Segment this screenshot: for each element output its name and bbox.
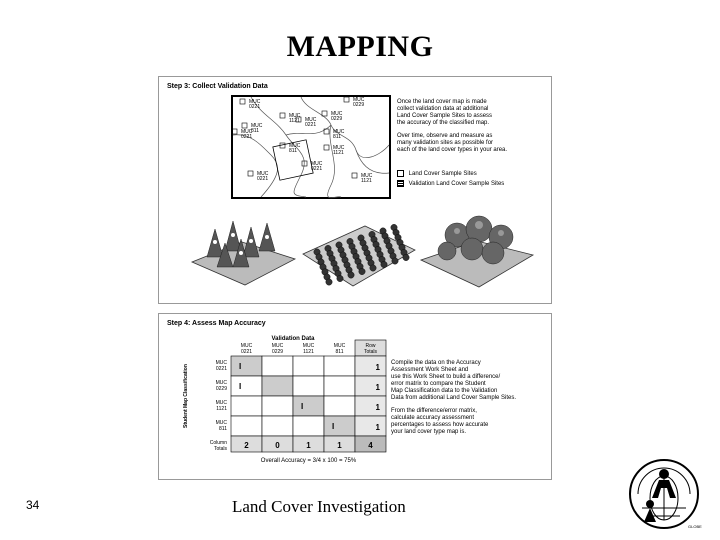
- footer-title: Land Cover Investigation: [232, 497, 406, 516]
- row-total-cell: [355, 356, 386, 376]
- map-label: MUC: [251, 123, 263, 129]
- map-label: MUC: [289, 113, 301, 119]
- map-label-code: 1121: [361, 178, 372, 184]
- row-total-cell: [355, 376, 386, 396]
- step4-paragraph-1-line: Assessment Work Sheet and: [391, 367, 469, 373]
- diagonal-cell: [293, 396, 324, 416]
- step4-paragraph-2-line: calculate accuracy assessment: [391, 415, 475, 421]
- step3-paragraph-1-line: the accuracy of the classified map.: [397, 120, 490, 126]
- step4-paragraph-2-line: percentages to assess how accurate: [391, 422, 489, 428]
- overall-accuracy: Overall Accuracy = 3/4 x 100 = 75%: [260, 458, 357, 464]
- table-title: Validation Data: [271, 336, 315, 342]
- map-label-code: 1121: [289, 118, 300, 124]
- matrix-cell: [324, 356, 355, 376]
- step3-paragraph-1-line: Land Cover Sample Sites to assess: [397, 113, 493, 119]
- row-total-cell: [355, 416, 386, 436]
- step3-paragraph-1: [397, 99, 547, 127]
- map-label: MUC: [289, 143, 301, 149]
- matrix-cell: [324, 376, 355, 396]
- sample-site-icon: [397, 170, 404, 177]
- column-total: 1: [337, 441, 342, 450]
- matrix-cell: [293, 416, 324, 436]
- col-header: MUC: [240, 343, 253, 349]
- orchard-tree: [392, 258, 398, 264]
- error-matrix: [179, 328, 387, 476]
- col-header-code: 0221: [240, 349, 253, 355]
- step4-heading: Step 4: Assess Map Accuracy: [167, 320, 266, 327]
- orchard-tree: [348, 272, 354, 278]
- row-total: 1: [375, 363, 380, 372]
- forest-illustration: [187, 207, 297, 293]
- map-label-code: 1121: [333, 150, 344, 156]
- orchard-tree: [337, 275, 343, 281]
- row-total: 1: [375, 403, 380, 412]
- step3-panel: [158, 76, 552, 304]
- row-totals-header: Row: [365, 343, 376, 349]
- grand-total: 4: [368, 441, 373, 450]
- row-total-cell: [355, 396, 386, 416]
- matrix-cell: [262, 396, 293, 416]
- step4-paragraph-1-line: Map Classification data to the Validation: [391, 388, 498, 394]
- step4-paragraph-2-line: From the difference/error matrix,: [391, 408, 477, 414]
- step3-paragraph-2-line: Over time, observe and measure as: [397, 133, 493, 139]
- map-label: MUC: [257, 171, 269, 177]
- land-cover-map: [231, 95, 391, 199]
- map-label: MUC: [361, 173, 373, 179]
- legend-validation-sites: [397, 180, 504, 187]
- column-totals-header: Column: [209, 440, 227, 446]
- col-header: MUC: [271, 343, 284, 349]
- orchard-tree: [403, 254, 409, 260]
- cell-tally: I: [332, 422, 335, 431]
- diagonal-cell: [262, 376, 293, 396]
- map-label-code: 811: [289, 148, 297, 154]
- matrix-cell: [231, 416, 262, 436]
- row-totals-header-2: Totals: [363, 349, 378, 355]
- side-label: Student Map Classification: [183, 364, 189, 428]
- orchard-tree: [359, 268, 365, 274]
- cell-tally: I: [239, 362, 242, 371]
- map-label: MUC: [249, 99, 261, 105]
- map-label: MUC: [305, 117, 317, 123]
- matrix-cell: [262, 356, 293, 376]
- slide-title: MAPPING: [286, 30, 434, 63]
- map-label-code: 0221: [249, 104, 261, 110]
- row-total: 1: [375, 423, 380, 432]
- validation-site-icon: [397, 180, 404, 187]
- step3-paragraph-1-line: Once the land cover map is made: [397, 99, 487, 105]
- orchard-tree: [370, 265, 376, 271]
- row-total: 1: [375, 383, 380, 392]
- row-header: MUC: [215, 400, 227, 406]
- row-header: MUC: [215, 360, 227, 366]
- step4-paragraph-2: [391, 408, 547, 436]
- orchard-tree: [381, 261, 387, 267]
- map-label: MUC: [353, 97, 365, 103]
- map-label-code: 0229: [353, 102, 365, 108]
- legend-validation-sites-label: Validation Land Cover Sample Sites: [408, 181, 505, 188]
- column-totals-header-2: Totals: [213, 446, 227, 452]
- row-header: MUC: [215, 420, 227, 426]
- orchard-tree: [326, 279, 332, 285]
- step4-paragraph-1-line: Compile the data on the Accuracy: [391, 360, 481, 366]
- diagonal-cell: [324, 416, 355, 436]
- orchard-illustration: [299, 222, 417, 294]
- map-label-code: 0221: [257, 176, 269, 182]
- matrix-cell: [293, 356, 324, 376]
- col-header: MUC: [333, 343, 346, 349]
- step4-paragraph-1-line: use this Work Sheet to build a difference/: [391, 374, 501, 380]
- step4-paragraph-1-line: Data from additional Land Cover Sample Sites.: [391, 395, 517, 401]
- row-header-code: 0229: [215, 386, 227, 392]
- map-label: MUC: [311, 161, 323, 167]
- step3-paragraph-2-line: each of the land cover types in your area.: [397, 147, 508, 153]
- matrix-cell: [231, 376, 262, 396]
- column-total: 0: [275, 441, 280, 450]
- map-label: MUC: [333, 129, 345, 135]
- col-header-code: 0229: [271, 349, 284, 355]
- diagonal-cell: [231, 356, 262, 376]
- step3-paragraph-2: [397, 133, 547, 154]
- map-label-code: 0229: [331, 116, 343, 122]
- step3-heading: Step 3: Collect Validation Data: [167, 83, 268, 90]
- row-header-code: 1121: [216, 406, 227, 412]
- matrix-cell: [231, 396, 262, 416]
- col-header-code: 811: [335, 349, 344, 355]
- cell-tally: I: [239, 382, 242, 391]
- map-label: MUC: [333, 145, 345, 151]
- step4-paragraph-2-line: your land cover type map is.: [391, 429, 467, 435]
- page-number: 34: [26, 498, 40, 512]
- legend-sample-sites-label: Land Cover Sample Sites: [408, 171, 477, 178]
- row-header-code: 0221: [215, 366, 227, 372]
- map-label-code: 811: [333, 134, 341, 140]
- step4-paragraph-1: [391, 360, 547, 402]
- column-total: 1: [306, 441, 311, 450]
- step4-paragraph-1-line: error matrix to compare the Student: [391, 381, 486, 387]
- step3-paragraph-1-line: collect validation data at additional: [397, 106, 489, 112]
- map-label: MUC: [331, 111, 343, 117]
- map-label-code: 0221: [305, 122, 317, 128]
- step3-paragraph-2-line: many validation sites as possible for: [397, 140, 494, 146]
- map-label-code: 811: [251, 128, 259, 134]
- col-header-code: 1121: [303, 349, 314, 355]
- map-label-code: 0221: [241, 134, 253, 140]
- legend-sample-sites: [397, 170, 477, 177]
- column-total: 2: [244, 441, 249, 450]
- matrix-cell: [324, 396, 355, 416]
- map-label: MUC: [241, 129, 253, 135]
- cell-tally: I: [301, 402, 304, 411]
- matrix-cell: [262, 416, 293, 436]
- matrix-cell: [293, 376, 324, 396]
- row-header: MUC: [215, 380, 227, 386]
- globe-logo-caption: GLOBE: [688, 524, 702, 529]
- col-header: MUC: [302, 343, 315, 349]
- woodland-illustration: [417, 205, 537, 293]
- map-label-code: 0221: [311, 166, 323, 172]
- step4-panel: [158, 313, 552, 480]
- globe-logo-icon: [628, 458, 700, 530]
- row-header-code: 811: [219, 426, 227, 432]
